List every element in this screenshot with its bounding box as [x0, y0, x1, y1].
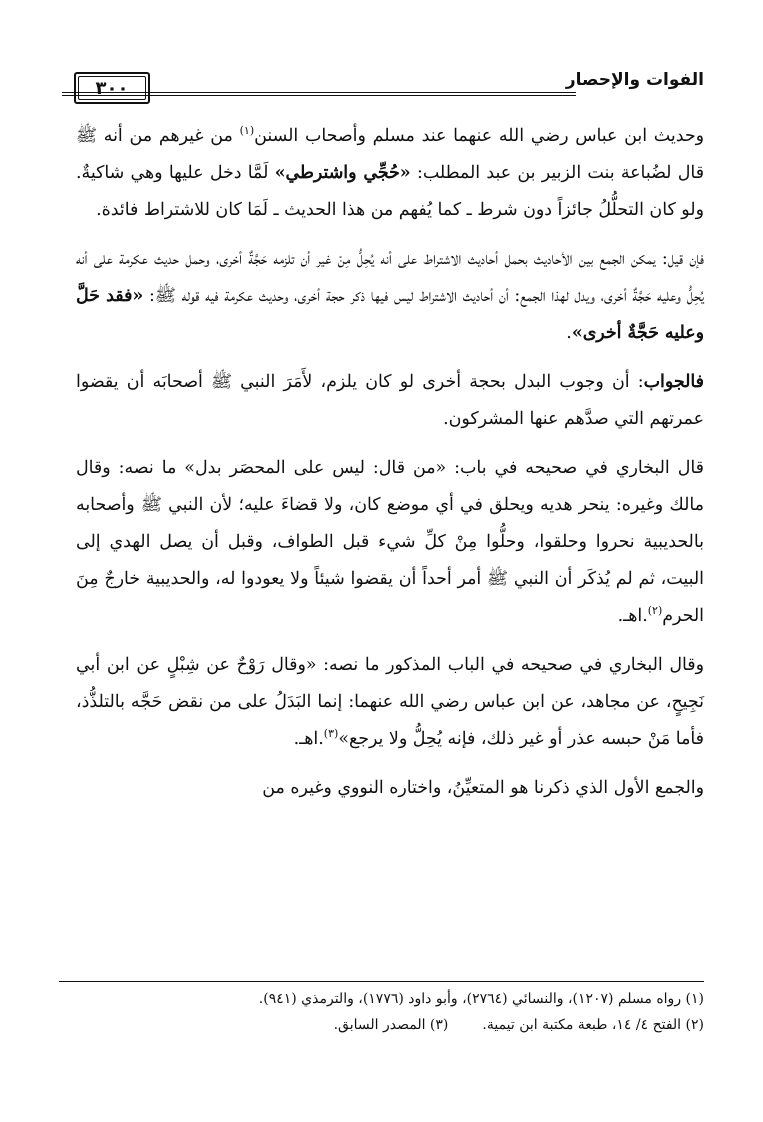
text-segment: وقال البخاري في صحيحه في الباب المذكور ما نصه: «وقال رَوْحٌ عن شِبْلٍ عن ابن أبي نَجِيحٍ، عن مجاهد، عن ابن عباس رضي الله عنهما: إنما البَدَلُ على من نقض حَجَّه بالتلذُّذ، فأما مَنْ حبسه عذر أو غير ذلك، فإنه يُحِلُّ ولا يرجع» — [76, 655, 704, 749]
footnotes — [76, 986, 704, 1038]
text-segment: قال البخاري في صحيحه في باب: «من قال: ليس على المحصَر بدل» ما نصه: وقال مالك وغيره: ينحر هديه ويحلق في أي موضع كان، ولا قضاءَ عليه؛ لأن النبي ﷺ وأصحابه بالحديبية نحروا وحلقوا، وحلُّوا مِنْ كلِّ شيء قبل الطواف، وقبل أن يصل الهدي إلى البيت، ثم لم يُذكَر أن النبي ﷺ أمر أحداً أن يقضوا شيئاً ولا يعودوا له، والحديبية خارجٌ مِنَ الحرم — [76, 458, 704, 626]
running-title: الفوات والإحصار — [565, 70, 704, 90]
emphasized-text: «فقد حَلَّ وعليه حَجَّةٌ أخرى» — [76, 286, 704, 343]
paragraph — [76, 118, 704, 229]
paragraph — [76, 241, 704, 352]
text-segment: فإن قيل: يمكن الجمع بين الأحاديث بحمل أحاديث الاشتراط على أنه يُحِلُّ مِنْ غير أن تلزمه حَجَّةٌ أخرى، وحمل حديث عكرمة على أنه يُحِلُّ وعليه حَجَّةٌ أخرى، ويدل لهذا الجمع: أن أحاديث الاشتراط ليس فيها ذكر حجة أخرى، وحديث عكرمة فيه قوله ﷺ: — [76, 249, 704, 306]
page-number-frame — [74, 72, 150, 104]
footnote-marker: (٣) — [323, 727, 339, 741]
text-segment: لَمَّا دخل عليها وهي شاكيةٌ. ولو كان التحلُّلُ جائزاً دون شرط ـ كما يُفهم من هذا الحديث ـ لَمَا كان للاشتراط فائدة. — [76, 163, 704, 220]
emphasized-text: «حُجِّي واشترطي» — [274, 163, 411, 183]
footnote-line-2 — [76, 1012, 704, 1038]
text-segment: . — [566, 323, 572, 343]
text-segment: من غيرهم من أنه ﷺ قال لضُباعة بنت الزبير بن عبد المطلب: — [76, 126, 705, 183]
footnote-line-1: (١) رواه مسلم (١٢٠٧)، والنسائي (٢٧٦٤)، وأبو داود (١٧٧٦)، والترمذي (٩٤١). — [258, 991, 704, 1007]
text-segment: والجمع الأول الذي ذكرنا هو المتعيِّنُ، واختاره النووي وغيره من — [262, 778, 704, 798]
paragraph — [76, 450, 704, 635]
body-text — [76, 118, 704, 807]
paragraph — [76, 770, 704, 807]
text-segment: .اهـ. — [293, 729, 324, 749]
page-header — [62, 58, 704, 108]
paragraph — [76, 647, 704, 758]
text-segment: وحديث ابن عباس رضي الله عنهما عند مسلم وأصحاب السنن — [254, 126, 704, 146]
footnote-marker: (٢) — [647, 604, 663, 618]
footnote-rule — [59, 981, 704, 982]
emphasized-text: فالجواب — [643, 372, 704, 392]
footnote-3: (٣) المصدر السابق. — [333, 1017, 449, 1033]
paragraph — [76, 364, 704, 438]
footnote-2: (٢) الفتح ٤/ ١٤، طبعة مكتبة ابن تيمية. — [482, 1017, 704, 1033]
footnote-marker: (١) — [239, 124, 255, 138]
text-segment: .اهـ. — [617, 606, 648, 626]
page-number: ٣٠٠ — [95, 78, 129, 99]
text-segment: : أن وجوب البدل بحجة أخرى لو كان يلزم، لأَمَرَ النبي ﷺ أصحابَه أن يقضوا عمرتهم التي صدَّهم عنها المشركون. — [76, 372, 704, 429]
